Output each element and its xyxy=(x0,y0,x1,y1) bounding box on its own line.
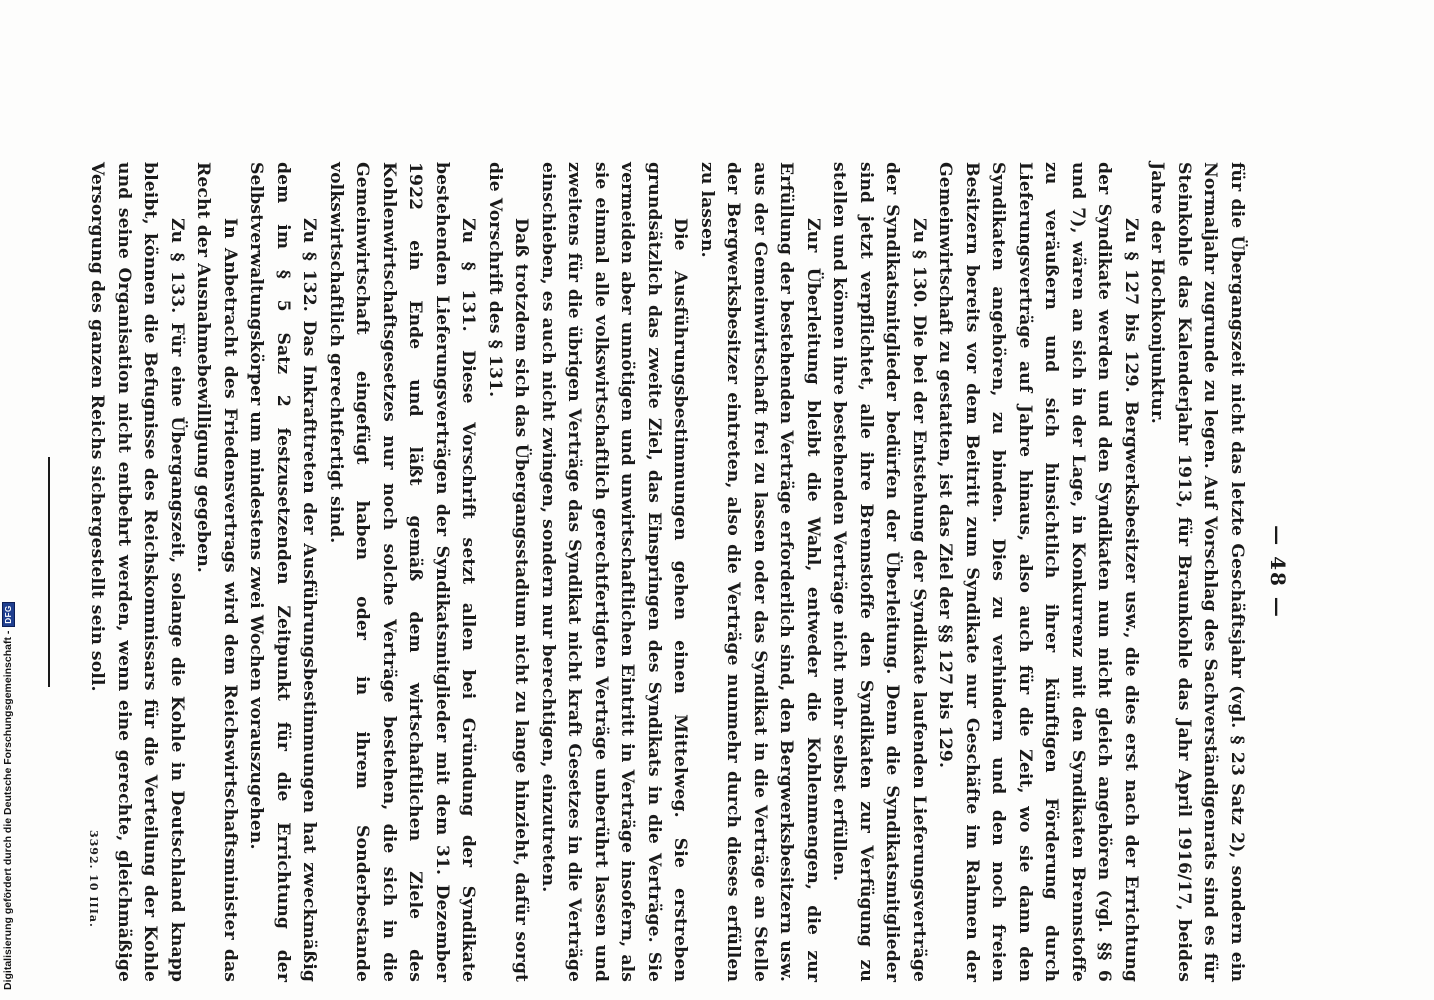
page-number: — 48 — xyxy=(1266,525,1290,619)
paragraph: In Anbetracht des Friedensvertrags wird dem Reichswirtschaftsminister das Recht der Ausnahmebewilligung gegeben. xyxy=(193,162,240,982)
paragraph: Zu § 130. Die bei der Entstehung der Syndikate laufenden Lieferungsverträge der Syndikatsmitglieder bedürfen der Überleitung. Denn die Syndikatsmitglieder sind jetzt verpflichtet, alle ihre Brennstoffe den Syndikaten zur Verfügung zu stellen und können ihre bestehenden Verträge nicht mehr selbst erfüllen. xyxy=(829,162,929,982)
paragraph: Daß trotzdem sich das Übergangsstadium nicht zu lange hinzieht, dafür sorgt die Vorschrift des § 131. xyxy=(485,162,532,982)
paragraph: für die Übergangszeit nicht das letzte Geschäftsjahr (vgl. § 23 Satz 2), sondern ein Normaljahr zugrunde zu legen. Auf Vorschlag des Sachverständigenrats sind es für Steinkohle das Kalenderjahr 1913, für Braunkohle das Jahr April 1916/17, beides Jahre der Hochkonjunktur. xyxy=(1147,162,1247,982)
paragraph: Zu § 127 bis 129. Bergwerksbesitzer usw., die dies erst nach der Errichtung der Syndikate werden und den Syndikaten nun nicht gleich angehören (vgl. §§ 6 und 7), wären an sich in der Lage, in Konkurrenz mit den Syndikaten Brennstoffe zu veräußern und sich hinsichtlich ihrer künftigen Förderung durch Lieferungsverträge auf Jahre hinaus, also auch für die Zeit, wo sie dann den Syndikaten angehören, zu binden. Dies zu verhindern und den noch freien Besitzern bereits vor dem Beitritt zum Syndikate nur Geschäfte im Rahmen der Gemeinwirtschaft zu gestatten, ist das Ziel der §§ 127 bis 129. xyxy=(935,162,1141,982)
digitization-text: Digitalisierung gefördert durch die Deutsche Forschungsgemeinschaft - xyxy=(2,630,14,990)
printer-mark: 3392. 10 IIIa. xyxy=(87,830,100,928)
paragraph: Zu § 133. Für eine Übergangszeit, solange die Kohle in Deutschland knapp bleibt, können die Befugnisse des Reichskommissars für die Verteilung der Kohle und seine Organisation nicht entbehrt werden, wenn eine gerechte, gleichmäßige Versorgung des ganzen Reichs sichergestellt sein soll. xyxy=(87,162,187,982)
paragraph: Die Ausführungsbestimmungen gehen einen Mittelweg. Sie erstreben grundsätzlich das zweite Ziel, das Einspringen des Syndikats in die Verträge. Sie vermeiden aber unnötigen und unwirtschaftlichen Eintritt in Verträge insofern, als sie einmal alle volkswirtschaftlich gerechtfertigten Verträge unberührt lassen und zweitens für die übrigen Verträge das Syndikat nicht kraft Gesetzes in die Verträge einschieben, es auch nicht zwingen, sondern nur berechtigen, einzutreten. xyxy=(538,162,691,982)
left-margin xyxy=(0,0,40,1000)
digitization-note xyxy=(0,570,16,990)
paragraph: Zur Überleitung bleibt die Wahl, entweder die Kohlenmengen, die zur Erfüllung der bestehenden Verträge erforderlich sind, den Bergwerksbesitzern usw. aus der Gemeinwirtschaft frei zu lassen oder das Syndikat in die Verträge an Stelle der Bergwerksbesitzer eintreten, also die Verträge nunmehr durch dieses erfüllen zu lassen. xyxy=(697,162,823,982)
paragraph: Zu § 132. Das Inkrafttreten der Ausführungsbestimmungen hat zweckmäßig dem im § 5 Satz 2 festzusetzenden Zeitpunkt für die Errichtung der Selbstverwaltungskörper um mindestens zwei Wochen vorauszugehen. xyxy=(246,162,320,982)
dfg-logo-icon: DFG xyxy=(2,602,15,626)
closing-rule xyxy=(48,457,50,687)
document-body xyxy=(48,162,1250,982)
paragraph: Zu § 131. Diese Vorschrift setzt allen bei Gründung der Syndikate bestehenden Lieferungsverträgen der Syndikatsmitglieder mit dem 31. Dezember 1922 ein Ende und läßt gemäß dem wirtschaftlichen Ziele des Kohlenwirtschaftsgesetzes nur noch solche Verträge bestehen, die sich in die Gemeinwirtschaft eingefügt haben oder in ihrem Sonderbestande volkswirtschaftlich gerechtfertigt sind. xyxy=(326,162,479,982)
